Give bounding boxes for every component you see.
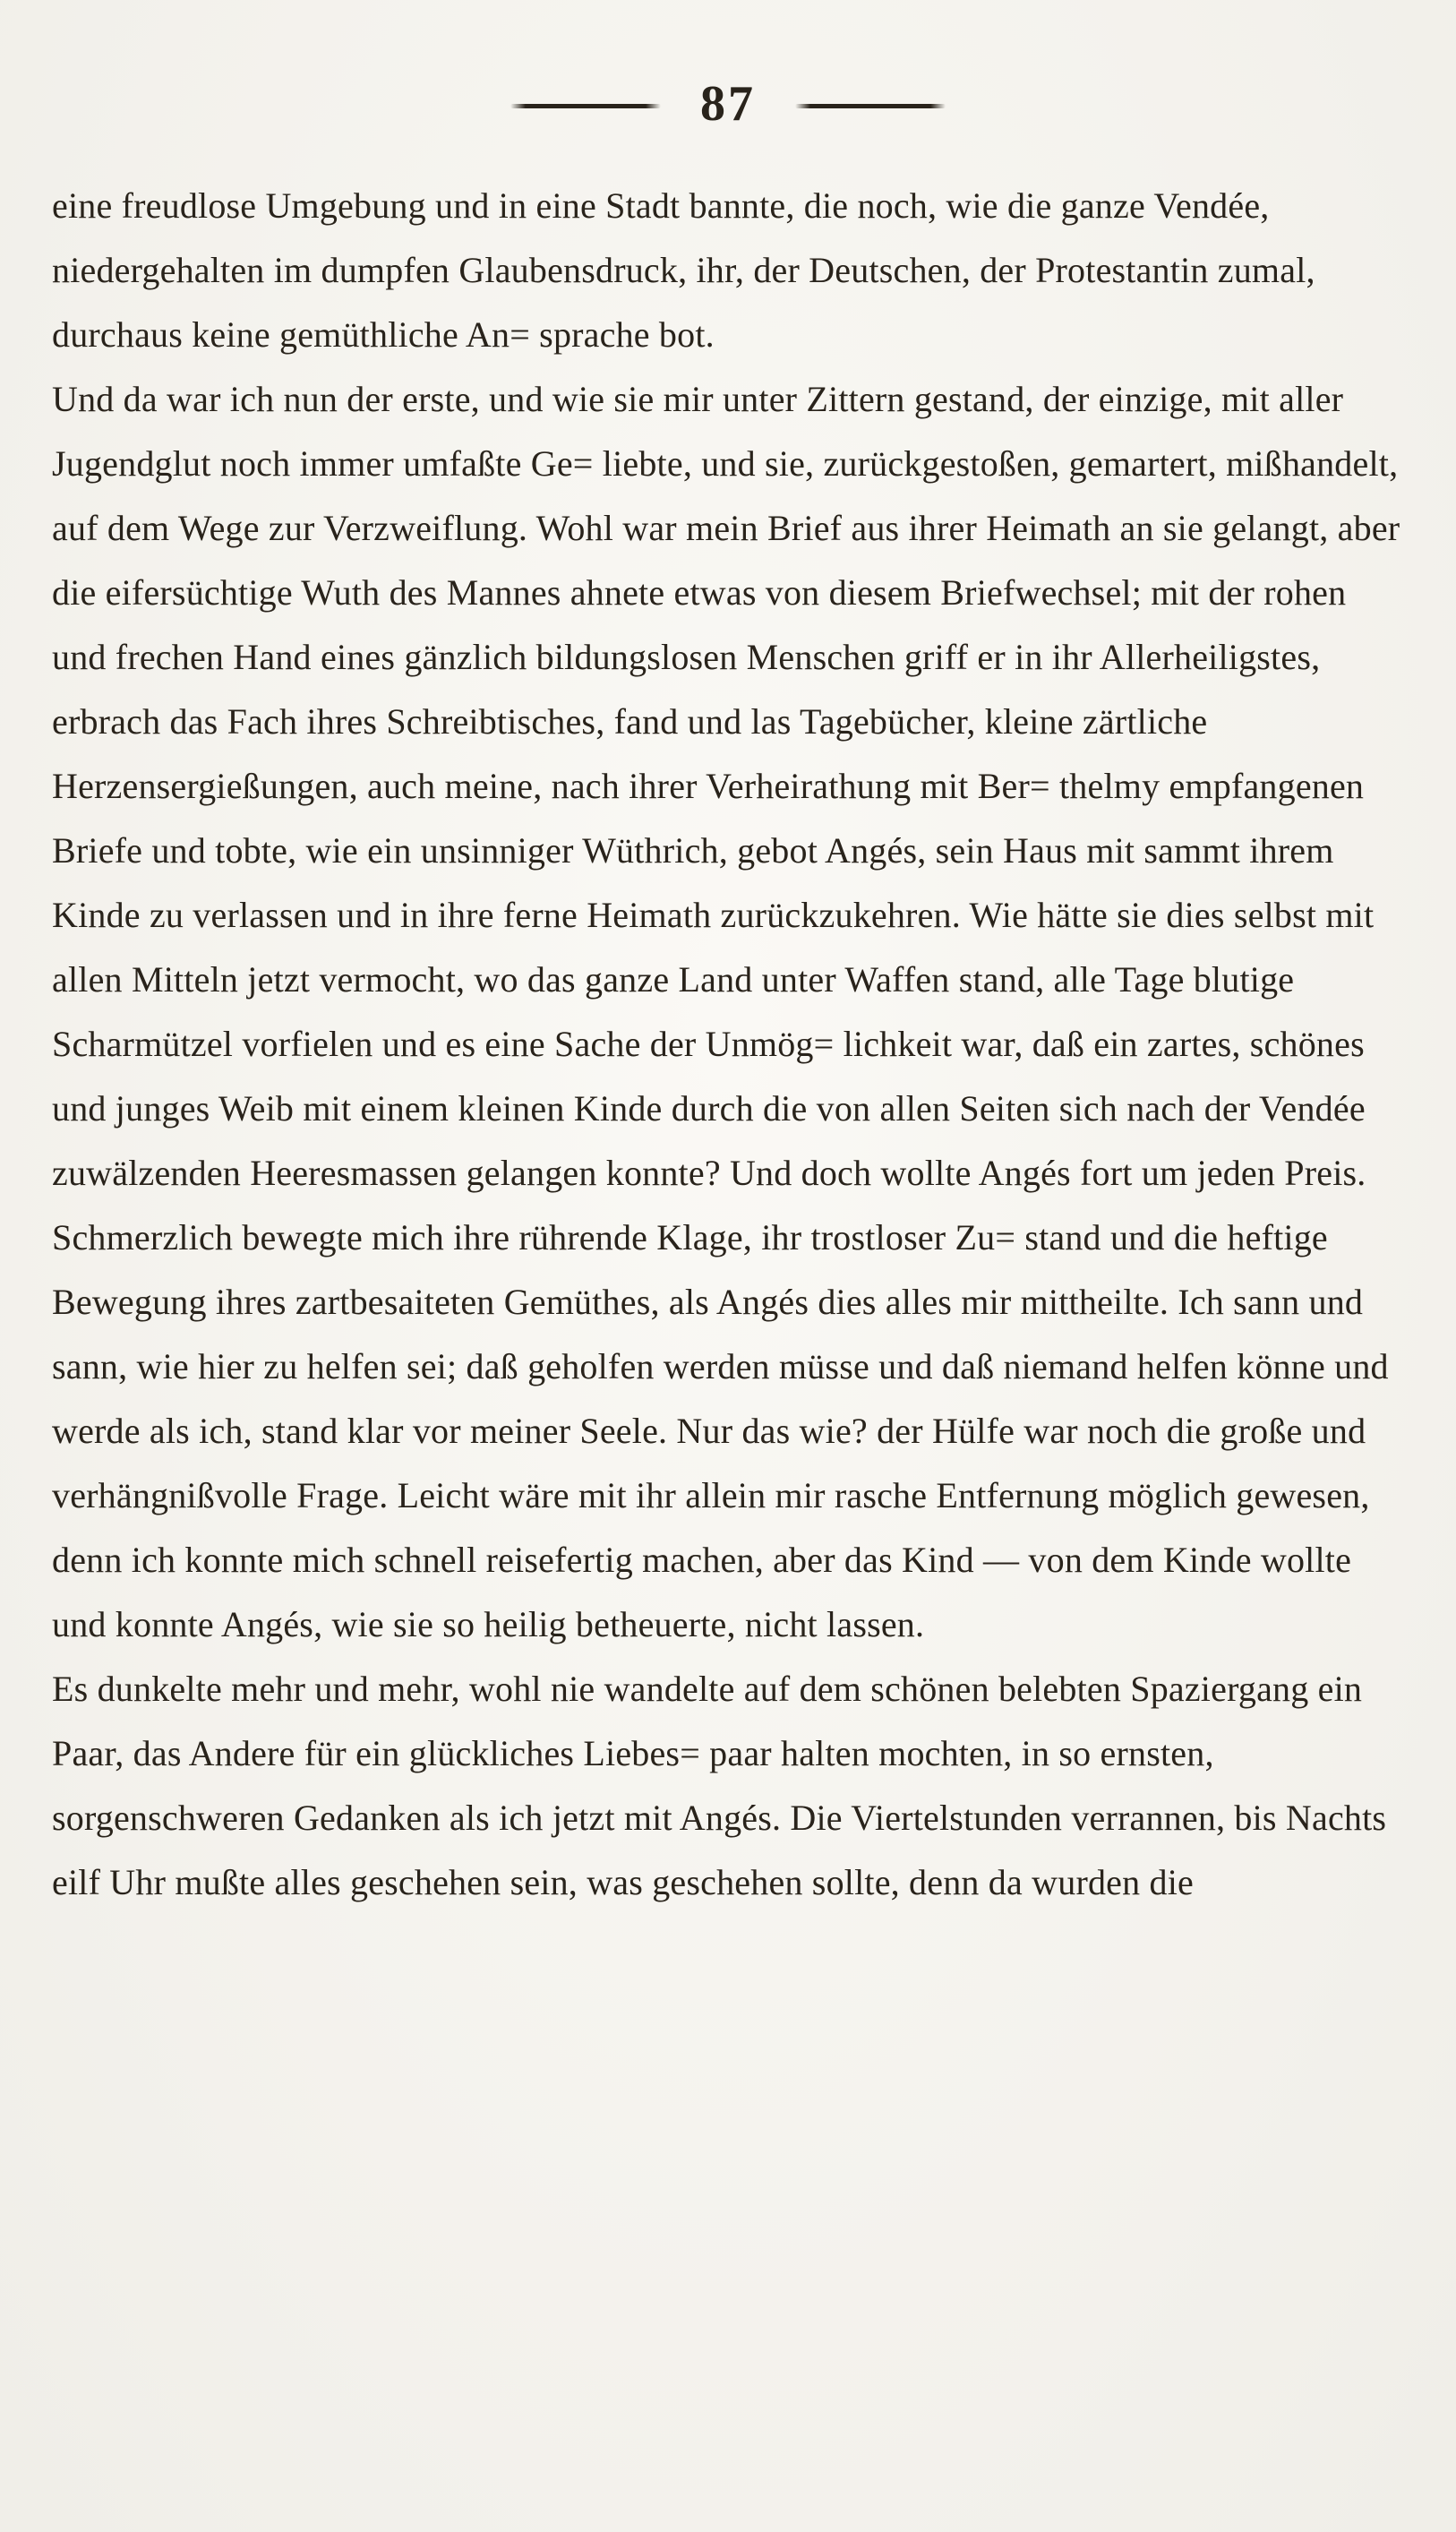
text-line: ihre ferne Heimath zurückzukehren. Wie hätte sie dies selbst mit allen	[52, 895, 1375, 1000]
text-line: lichkeit war, daß ein zartes, schönes und junges Weib mit einem kleinen	[52, 1024, 1365, 1129]
text-line: sprache bot.	[539, 314, 715, 355]
page-number: 87	[700, 76, 756, 132]
text-line: Tage blutige Scharmützel vorfielen und es eine Sache der Unmög=	[52, 959, 1295, 1064]
header-rule-left	[510, 104, 661, 108]
text-line: der Hülfe war noch die große und verhängnißvolle Frage. Leicht wäre	[52, 1411, 1366, 1515]
text-line: gestand, der einzige, mit aller Jugendglut noch immer umfaßte Ge=	[52, 379, 1344, 484]
text-line: Kinde durch die von allen Seiten sich nach der Vendée zuwälzenden	[52, 1088, 1366, 1193]
text-line: Heeresmassen gelangen konnte? Und doch wollte Angés fort um	[250, 1153, 1188, 1193]
page-header	[0, 0, 1456, 133]
text-line: mich schnell reisefertig machen, aber das Kind — von dem Kinde	[292, 1540, 1252, 1580]
paragraph-1	[52, 174, 1404, 367]
text-line: Fach ihres Schreibtisches, fand und las Tagebücher, kleine zärtliche	[227, 701, 1208, 742]
text-line: bildungslosen Menschen griff er in ihr Allerheiligstes, erbrach das	[52, 637, 1321, 742]
text-line: belebten Spaziergang ein Paar, das Andere für ein glückliches Liebes=	[52, 1669, 1363, 1773]
text-line: thelmy empfangenen Briefe und tobte, wie ein unsinniger Wüthrich,	[52, 766, 1365, 871]
page-text	[52, 174, 1404, 1915]
text-line: Herzensergießungen, auch meine, nach ihrer Verheirathung mit Ber=	[52, 766, 1050, 806]
text-line: wollte und konnte Angés, wie sie so heilig betheuerte, nicht lassen.	[52, 1540, 1352, 1644]
text-line: die ganze Vendée, niedergehalten im dumpfen Glaubensdruck, ihr,	[52, 185, 1270, 290]
paragraph-3	[52, 1206, 1404, 1657]
text-line: jeden Preis.	[1196, 1153, 1366, 1193]
text-line: Und da war ich nun der erste, und wie sie mir unter Zittern	[52, 379, 905, 419]
paragraph-2	[52, 367, 1404, 1206]
text-line: zur Verzweiflung. Wohl war mein Brief aus ihrer Heimath an sie	[268, 508, 1203, 548]
text-line: mit ihr allein mir rasche Entfernung möglich gewesen, denn ich konnte	[52, 1475, 1370, 1580]
text-line: mußte alles geschehen sein, was geschehen sollte, denn da wurden die	[175, 1862, 1194, 1902]
text-line: liebte, und sie, zurückgestoßen, gemartert, mißhandelt, auf dem Wege	[52, 443, 1399, 548]
header-rule-right	[795, 104, 946, 108]
text-line: Angés dies alles mir mittheilte. Ich sann und sann, wie hier zu	[52, 1282, 1364, 1386]
text-line: der Deutschen, der Protestantin zumal, durchaus keine gemüthliche An=	[52, 250, 1315, 355]
text-line: jetzt mit Angés. Die Viertelstunden verrannen, bis Nachts eilf Uhr	[52, 1798, 1387, 1902]
text-line: eine freudlose Umgebung und in eine Stadt bannte, die noch, wie	[52, 185, 998, 226]
text-line: Es dunkelte mehr und mehr, wohl nie wandelte auf dem schönen	[52, 1669, 989, 1709]
text-line: diesem Briefwechsel; mit der rohen und frechen Hand eines gänzlich	[52, 572, 1347, 677]
text-line: gelangt, aber die eifersüchtige Wuth des Mannes ahnete etwas von	[52, 508, 1400, 613]
text-line: Schmerzlich bewegte mich ihre rührende Klage, ihr trostloser Zu=	[52, 1217, 1016, 1257]
text-line: stand und die heftige Bewegung ihres zartbesaiteten Gemüthes, als	[52, 1217, 1328, 1322]
text-line: gebot Angés, sein Haus mit sammt ihrem Kinde zu verlassen und in	[52, 830, 1334, 935]
text-line: Mitteln jetzt vermocht, wo das ganze Land unter Waffen stand, alle	[131, 959, 1107, 1000]
paragraph-4	[52, 1657, 1404, 1915]
text-line: paar halten mochten, in so ernsten, sorgenschweren Gedanken als ich	[52, 1733, 1214, 1838]
text-line: helfen sei; daß geholfen werden müsse und daß niemand helfen könne	[306, 1346, 1325, 1386]
text-line: und werde als ich, stand klar vor meiner Seele. Nur das wie?	[52, 1346, 1389, 1451]
